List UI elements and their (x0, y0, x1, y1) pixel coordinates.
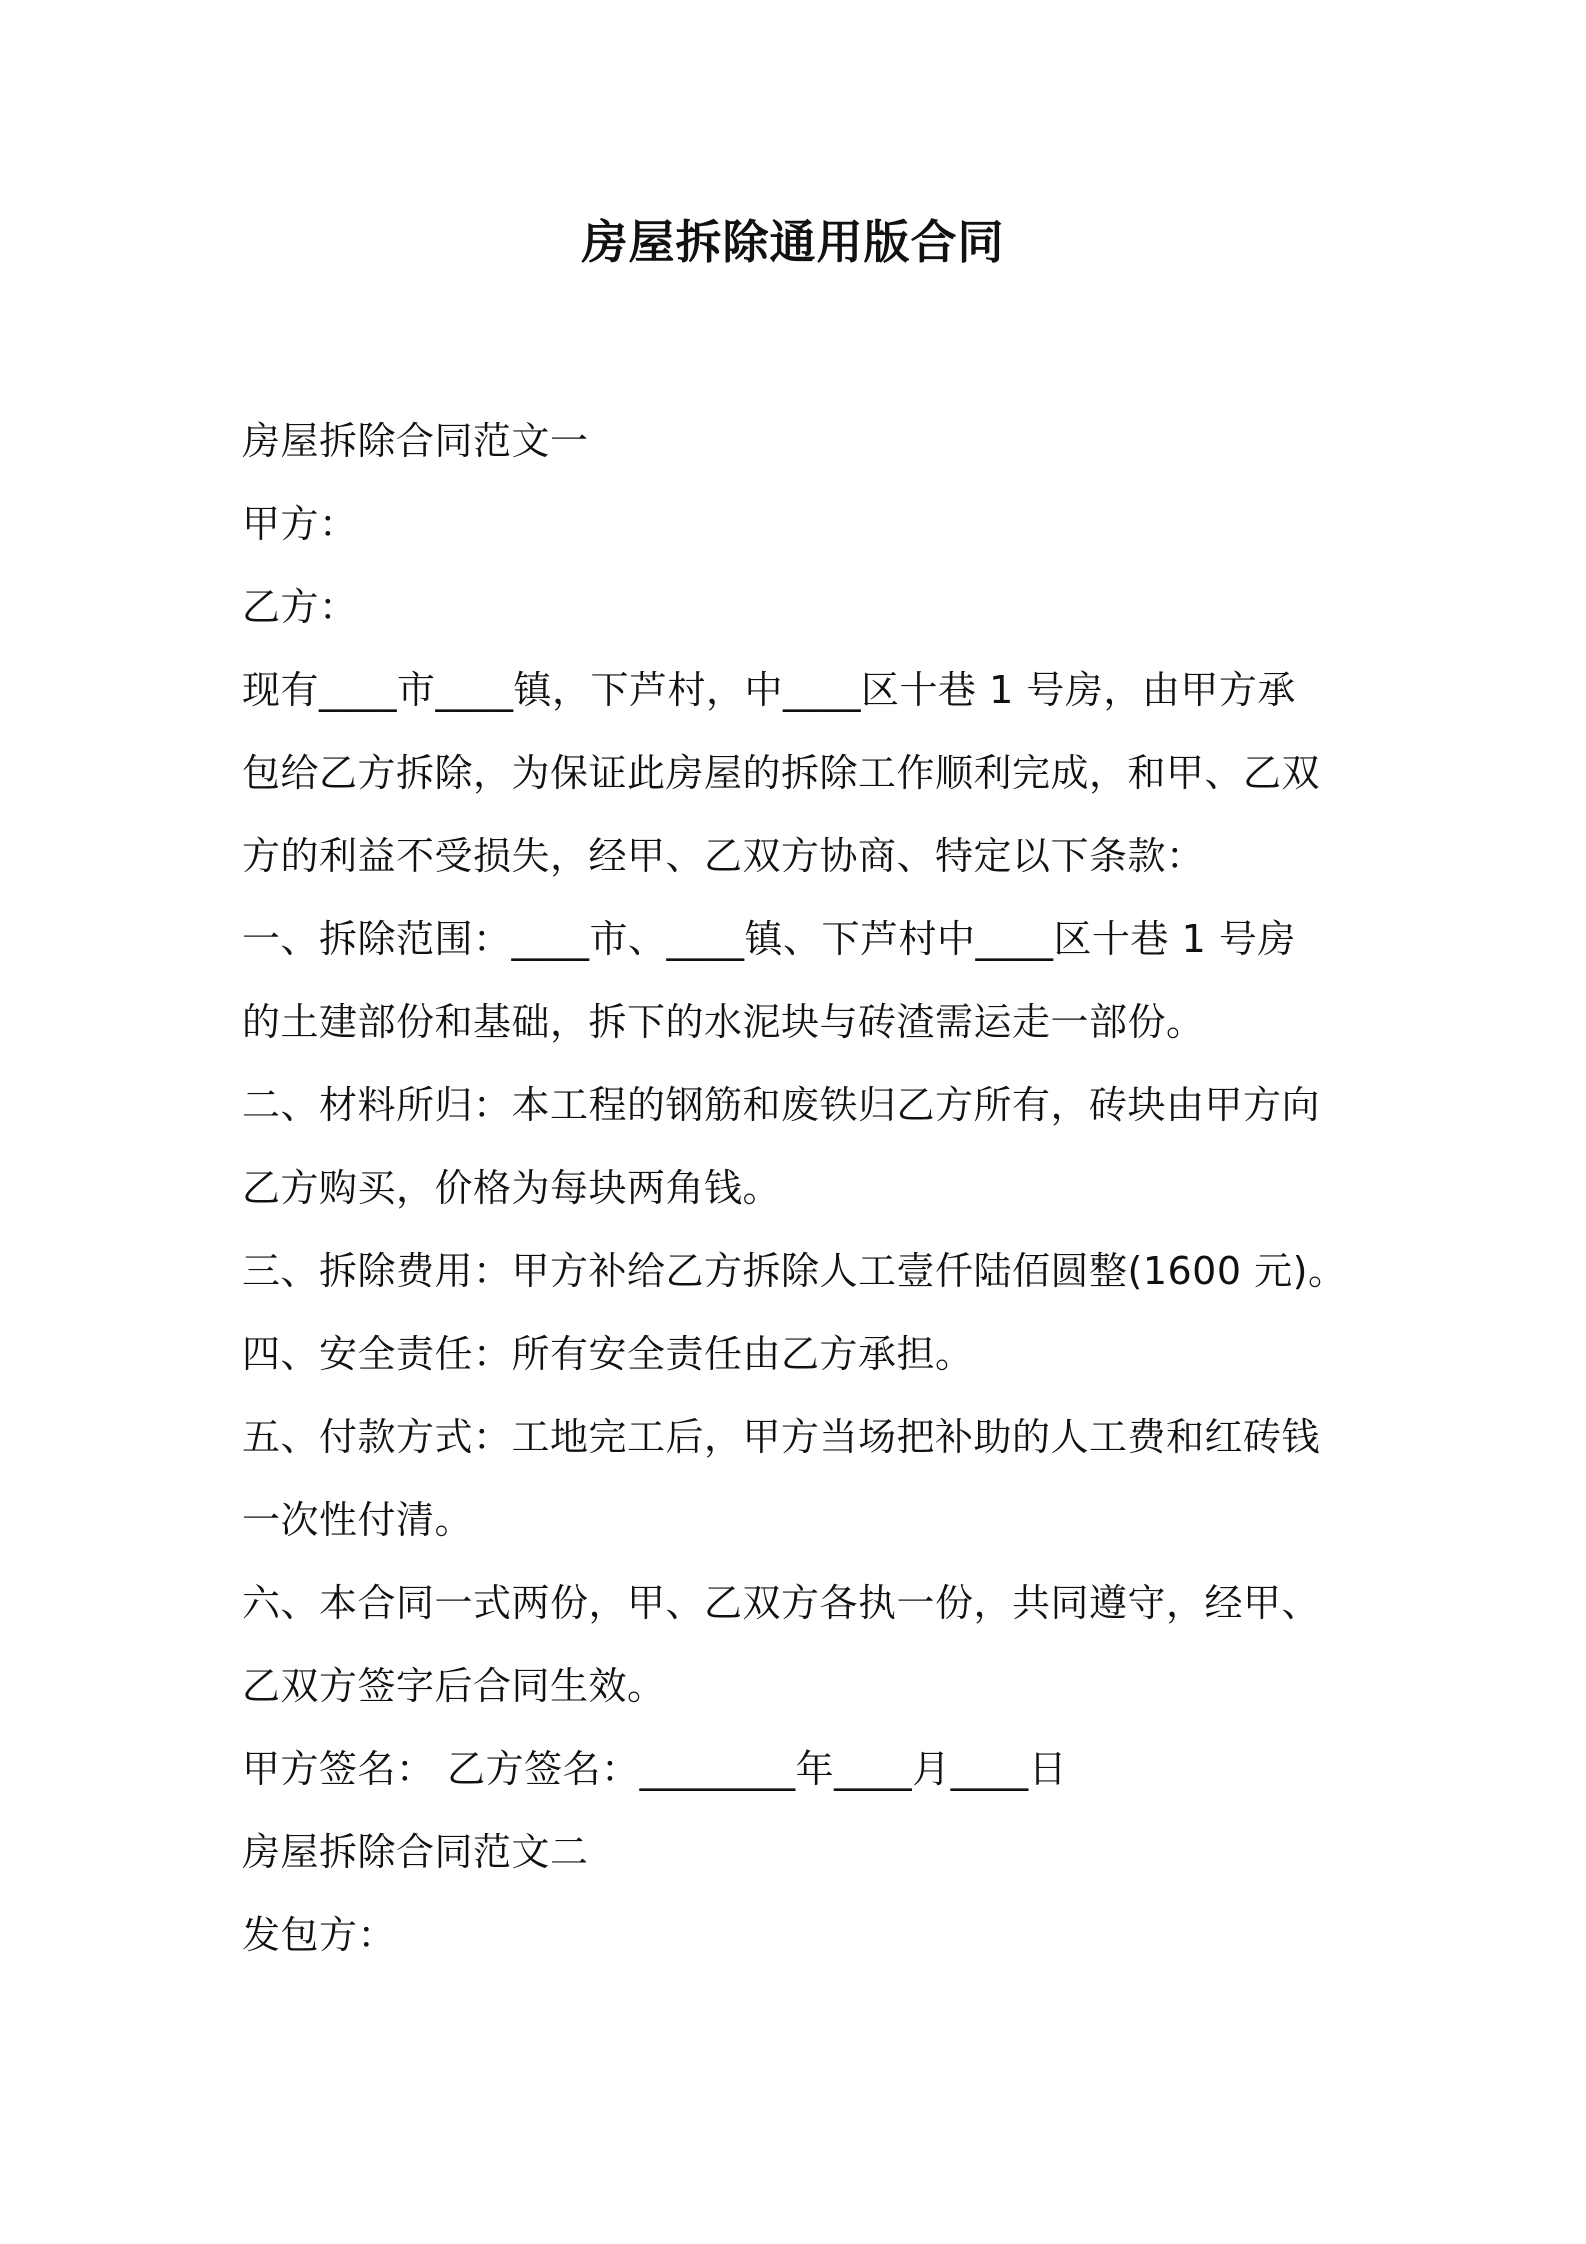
contractor-label: 发包方： (242, 1913, 397, 1957)
clause-demolition-fee: 三、拆除费用：甲方补给乙方拆除人工壹仟陆佰圆整(1600 元)。 (242, 1249, 1347, 1293)
section-heading-sample-one: 房屋拆除合同范文一 (242, 419, 589, 463)
signature-line: 甲方签名： 乙方签名：________年____月____日 (242, 1747, 1068, 1791)
clause-copies: 六、本合同一式两份，甲、乙双方各执一份，共同遵守，经甲、 (242, 1581, 1321, 1625)
document-title: 房屋拆除通用版合同 (581, 215, 1005, 269)
paragraph-line: 的土建部份和基础，拆下的水泥块与砖渣需运走一部份。 (242, 1000, 1205, 1044)
paragraph-line: 方的利益不受损失，经甲、乙双方协商、特定以下条款： (242, 834, 1205, 878)
clause-safety: 四、安全责任：所有安全责任由乙方承担。 (242, 1332, 974, 1376)
document-body (242, 400, 1352, 1977)
clause-demolition-scope: 一、拆除范围：____市、____镇、下芦村中____区十巷 1 号房 (242, 917, 1296, 961)
paragraph-line: 包给乙方拆除，为保证此房屋的拆除工作顺利完成，和甲、乙双 (242, 751, 1321, 795)
paragraph-line: 乙双方签字后合同生效。 (242, 1664, 666, 1708)
party-a-label: 甲方： (242, 502, 358, 546)
clause-payment: 五、付款方式：工地完工后，甲方当场把补助的人工费和红砖钱 (242, 1415, 1321, 1459)
paragraph-line: 乙方购买，价格为每块两角钱。 (242, 1166, 782, 1210)
clause-materials: 二、材料所归：本工程的钢筋和废铁归乙方所有，砖块由甲方向 (242, 1083, 1321, 1127)
paragraph-line: 一次性付清。 (242, 1498, 474, 1542)
paragraph-line: 现有____市____镇，下芦村，中____区十巷 1 号房，由甲方承 (242, 668, 1296, 712)
party-b-label: 乙方： (242, 585, 358, 629)
section-heading-sample-two: 房屋拆除合同范文二 (242, 1830, 589, 1874)
